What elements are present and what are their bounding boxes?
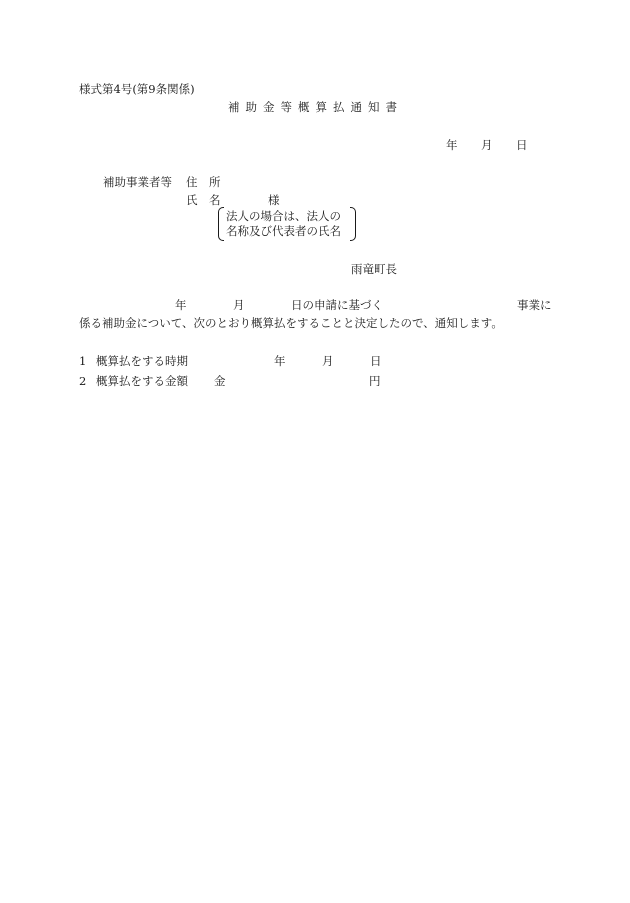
item-1-year: 年 [274,354,286,368]
body-project-text: 事業に [517,298,552,312]
name-label: 氏 名 [186,193,221,207]
item-2-prefix: 金 [214,374,226,388]
item-2-number: 2 [79,374,87,388]
date-day: 日 [516,138,528,152]
document-title: 補助金等概算払通知書 [228,100,403,114]
body-month: 月 [233,298,245,312]
recipient-label: 補助事業者等 [103,175,172,189]
form-number: 様式第4号(第9条関係) [79,82,195,96]
corporate-note [218,207,356,239]
body-year: 年 [175,298,187,312]
date-year: 年 [446,138,458,152]
corporate-note-line1: 法人の場合は、法人の [226,209,341,223]
honorific: 様 [268,193,280,207]
item-2-unit: 円 [369,374,381,388]
body-line2: 係る補助金について、次のとおり概算払をすることと決定したので、通知します。 [79,316,503,330]
corporate-note-line2: 名称及び代表者の氏名 [226,224,341,238]
left-bracket [218,207,224,241]
date-month: 月 [481,138,493,152]
item-1-number: 1 [79,354,87,368]
item-1-month: 月 [322,354,334,368]
right-bracket [350,207,356,241]
item-1-label: 概算払をする時期 [96,354,188,368]
address-label: 住 所 [186,175,221,189]
issuer: 雨竜町長 [351,262,397,276]
item-2-label: 概算払をする金額 [96,374,188,388]
item-1-day: 日 [370,354,382,368]
body-application-text: 日の申請に基づく [291,298,383,312]
